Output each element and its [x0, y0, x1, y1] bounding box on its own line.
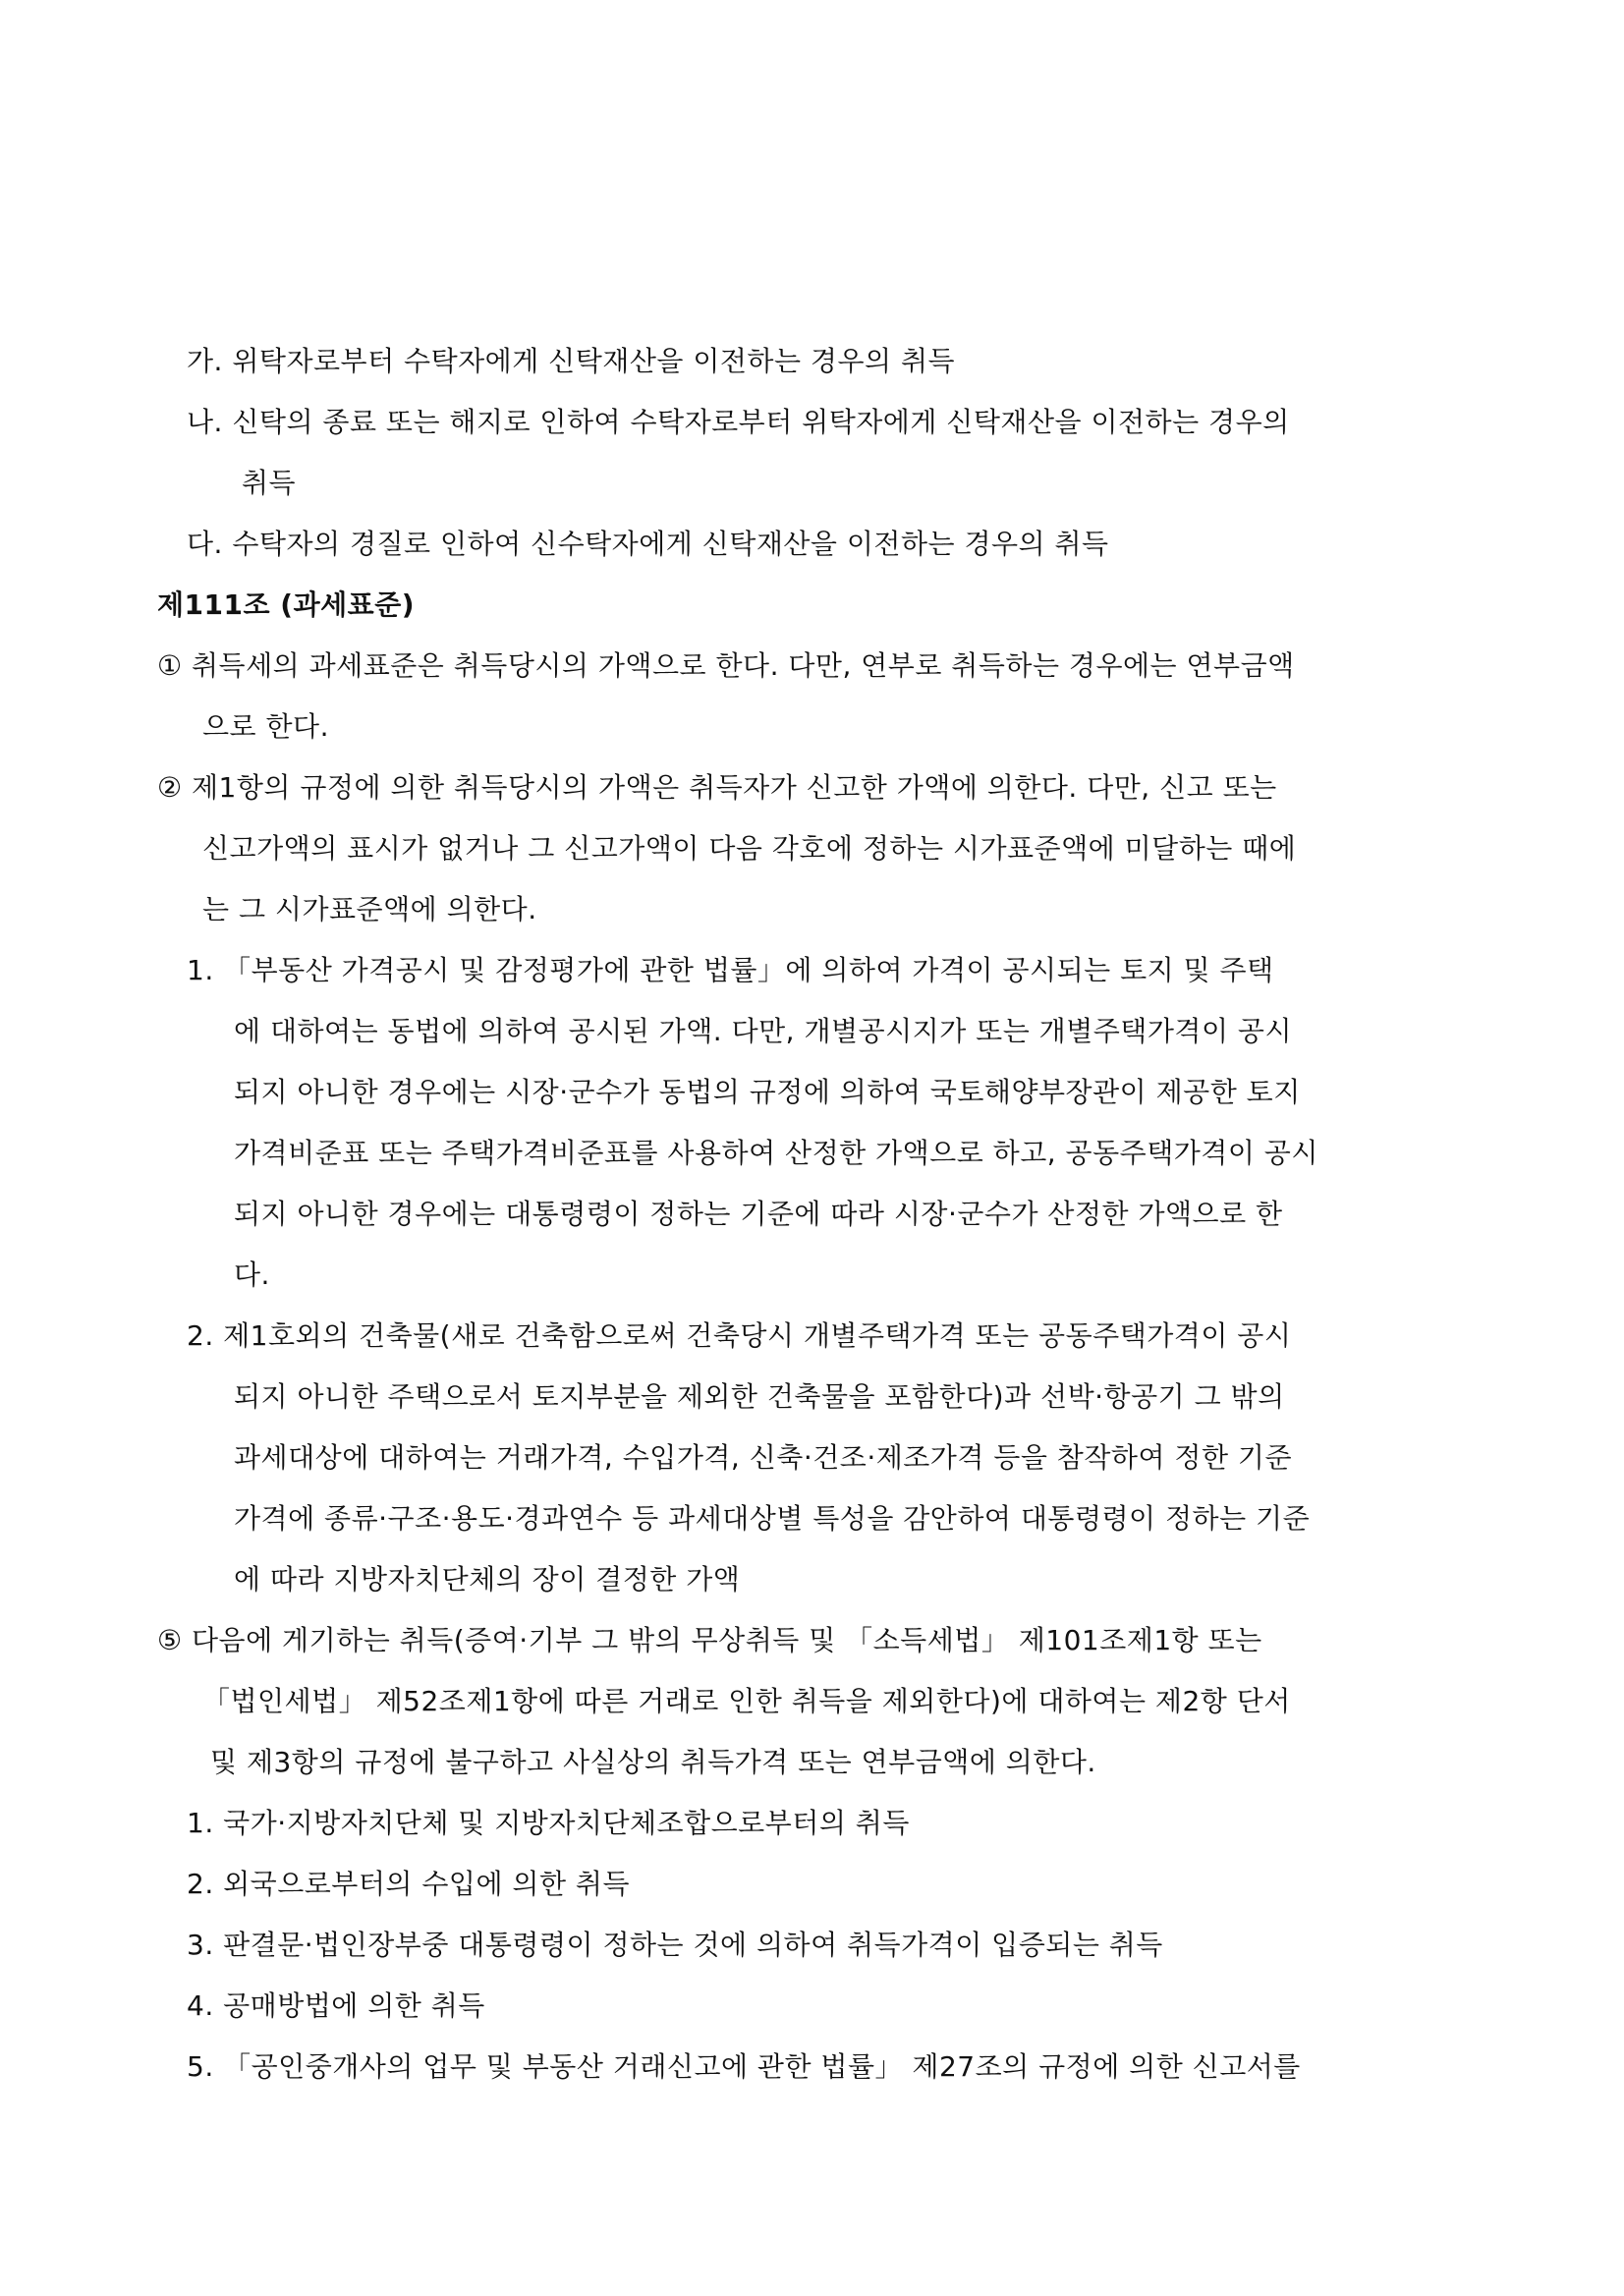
text-line: 되지 아니한 주택으로서 토지부분을 제외한 건축물을 포함한다)과 선박·항공기 그 밖의	[234, 1380, 1285, 1413]
text-line: 신고가액의 표시가 없거나 그 신고가액이 다음 각호에 정하는 시가표준액에 미달하는 때에	[202, 832, 1297, 865]
text-line: 가격에 종류·구조·용도·경과연수 등 과세대상별 특성을 감안하여 대통령령이 정하는 기준	[234, 1502, 1311, 1535]
text-line: 5. 「공인중개사의 업무 및 부동산 거래신고에 관한 법률」 제27조의 규정에 의한 신고서를	[187, 2050, 1301, 2083]
text-line: 취득	[242, 467, 297, 499]
text-line: 으로 한다.	[202, 710, 329, 743]
text-line: 4. 공매방법에 의한 취득	[187, 1989, 485, 2022]
text-line: 가. 위탁자로부터 수탁자에게 신탁재산을 이전하는 경우의 취득	[187, 345, 956, 377]
text-line: 에 따라 지방자치단체의 장이 결정한 가액	[234, 1563, 741, 1596]
text-line: ⑤ 다음에 게기하는 취득(증여·기부 그 밖의 무상취득 및 「소득세법」 제101조제1항 또는	[157, 1624, 1262, 1656]
text-line: 다. 수탁자의 경질로 인하여 신수탁자에게 신탁재산을 이전하는 경우의 취득	[187, 528, 1109, 560]
text-line: 「법인세법」 제52조제1항에 따른 거래로 인한 취득을 제외한다)에 대하여는 제2항 단서	[202, 1685, 1291, 1717]
text-line: 다.	[234, 1259, 270, 1291]
text-line: 나. 신탁의 종료 또는 해지로 인하여 수탁자로부터 위탁자에게 신탁재산을 이전하는 경우의	[187, 406, 1290, 438]
text-line: 3. 판결문·법인장부중 대통령령이 정하는 것에 의하여 취득가격이 입증되는 취득	[187, 1929, 1163, 1961]
text-line: 1. 「부동산 가격공시 및 감정평가에 관한 법률」에 의하여 가격이 공시되는 토지 및 주택	[187, 954, 1274, 986]
text-line: 는 그 시가표준액에 의한다.	[202, 893, 537, 925]
text-line: 및 제3항의 규정에 불구하고 사실상의 취득가격 또는 연부금액에 의한다.	[210, 1746, 1096, 1778]
text-line: 2. 제1호외의 건축물(새로 건축함으로써 건축당시 개별주택가격 또는 공동주택가격이 공시	[187, 1319, 1292, 1352]
article-heading: 제111조 (과세표준)	[157, 588, 416, 621]
text-line: ② 제1항의 규정에 의한 취득당시의 가액은 취득자가 신고한 가액에 의한다. 다만, 신고 또는	[157, 771, 1277, 804]
text-line: 에 대하여는 동법에 의하여 공시된 가액. 다만, 개별공시지가 또는 개별주택가격이 공시	[234, 1015, 1292, 1047]
text-line: 2. 외국으로부터의 수입에 의한 취득	[187, 1868, 630, 1900]
text-line: 과세대상에 대하여는 거래가격, 수입가격, 신축·건조·제조가격 등을 참작하여 정한 기준	[234, 1441, 1292, 1474]
text-line: ① 취득세의 과세표준은 취득당시의 가액으로 한다. 다만, 연부로 취득하는 경우에는 연부금액	[157, 649, 1295, 682]
text-line: 1. 국가·지방자치단체 및 지방자치단체조합으로부터의 취득	[187, 1807, 910, 1839]
text-line: 되지 아니한 경우에는 시장·군수가 동법의 규정에 의하여 국토해양부장관이 제공한 토지	[234, 1076, 1301, 1108]
text-line: 되지 아니한 경우에는 대통령령이 정하는 기준에 따라 시장·군수가 산정한 가액으로 한	[234, 1198, 1283, 1230]
text-line: 가격비준표 또는 주택가격비준표를 사용하여 산정한 가액으로 하고, 공동주택가격이 공시	[234, 1137, 1318, 1169]
